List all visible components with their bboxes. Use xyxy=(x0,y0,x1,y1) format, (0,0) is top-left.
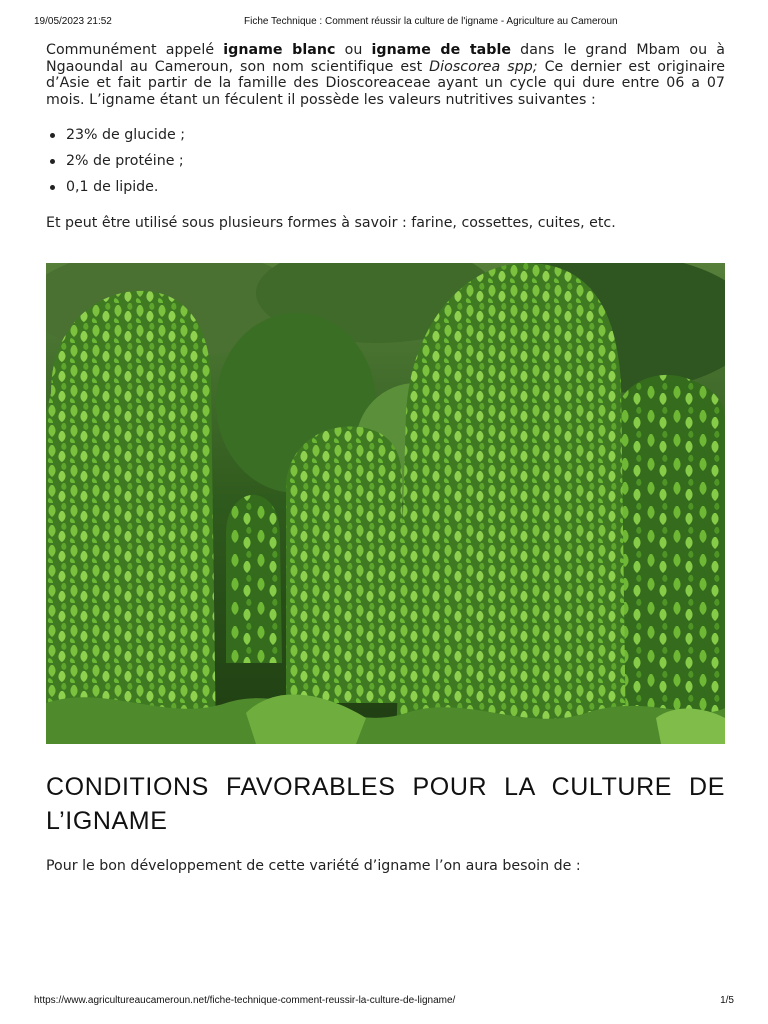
print-footer xyxy=(34,995,734,1009)
print-header xyxy=(34,16,734,30)
section-heading: CONDITIONS FAVORABLES POUR LA CULTURE DE L’IGNAME xyxy=(46,773,725,835)
print-datetime: 19/05/2023 21:52 xyxy=(34,16,112,27)
page-number: 1/5 xyxy=(720,995,734,1006)
page-url-link[interactable]: https://www.agricultureaucameroun.net/fiche-technique-comment-reussir-la-culture-de-ligname/ xyxy=(34,995,456,1006)
section-intro-text: Pour le bon développement de cette variété d’igname l’on aura besoin de : xyxy=(46,858,581,874)
print-page-title: Fiche Technique : Comment réussir la culture de l'igname - Agriculture au Cameroun xyxy=(244,16,618,27)
article-content xyxy=(46,42,725,232)
intro-text-2: ou xyxy=(335,42,372,58)
list-item: 23% de glucide ; xyxy=(66,122,725,148)
list-item: 0,1 de lipide. xyxy=(66,174,725,200)
list-item: 2% de protéine ; xyxy=(66,148,725,174)
intro-scientific-name: Dioscorea spp; xyxy=(429,58,538,75)
yam-plants-illustration xyxy=(46,263,725,744)
nutrient-list xyxy=(46,122,725,200)
intro-text-4: Ce dernier est originaire d’Asie et fait partir de la famille des Dioscoreaceae ayant un cycle qui dure entre 06 a 07 mois. L’igname étant un féculent il possède les valeurs nutritives suivantes : xyxy=(46,58,725,108)
intro-bold-igname-de-table: igname de table xyxy=(371,42,512,58)
uses-paragraph: Et peut être utilisé sous plusieurs formes à savoir : farine, cossettes, cuites, etc. xyxy=(46,215,616,231)
intro-paragraph xyxy=(46,42,725,108)
yam-plants-photo xyxy=(46,263,725,744)
intro-bold-igname-blanc: igname blanc xyxy=(223,42,336,58)
intro-text-3: dans le grand Mbam ou à Ngaoundal au Cameroun, son nom scientifique est xyxy=(46,42,725,75)
intro-text-1: Communément appelé xyxy=(46,42,224,58)
